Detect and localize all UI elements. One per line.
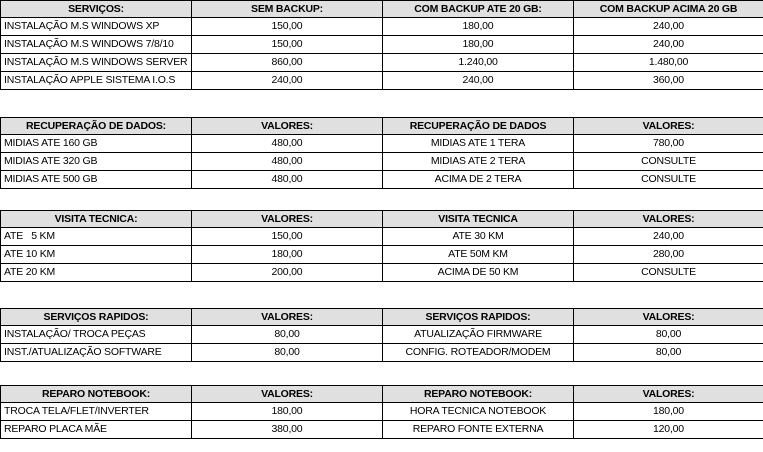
service-name-cell: INSTALAÇÃO M.S WINDOWS SERVER <box>1 54 192 72</box>
table-header-row <box>1 386 763 403</box>
service-name-cell: HORA TECNICA NOTEBOOK <box>383 403 574 421</box>
services-table <box>0 0 763 90</box>
service-name-cell: TROCA TELA/FLET/INVERTER <box>1 403 192 421</box>
header-cell: VALORES: <box>192 118 383 135</box>
service-name-cell: MIDIAS ATE 500 GB <box>1 171 192 189</box>
service-name-cell: MIDIAS ATE 1 TERA <box>383 135 574 153</box>
header-cell: VISITA TECNICA <box>383 211 574 228</box>
table-row <box>1 403 763 421</box>
price-cell: 80,00 <box>192 326 383 344</box>
header-cell: VALORES: <box>574 309 763 326</box>
header-cell: VALORES: <box>192 211 383 228</box>
service-name-cell: INSTALAÇÃO M.S WINDOWS XP <box>1 18 192 36</box>
service-name-cell: ACIMA DE 2 TERA <box>383 171 574 189</box>
service-name-cell: MIDIAS ATE 160 GB <box>1 135 192 153</box>
price-cell: 360,00 <box>574 72 763 90</box>
technical-visit-table <box>0 210 763 282</box>
header-cell: VALORES: <box>574 386 763 403</box>
table-row <box>1 421 763 439</box>
header-cell: SERVIÇOS: <box>1 1 192 18</box>
table-row <box>1 72 763 90</box>
table-row <box>1 36 763 54</box>
header-cell: SERVIÇOS RAPIDOS: <box>383 309 574 326</box>
price-cell: 780,00 <box>574 135 763 153</box>
price-cell: 1.480,00 <box>574 54 763 72</box>
price-cell: 480,00 <box>192 135 383 153</box>
service-name-cell: REPARO PLACA MÃE <box>1 421 192 439</box>
price-cell: 280,00 <box>574 246 763 264</box>
table-row <box>1 326 763 344</box>
header-cell: VALORES: <box>192 386 383 403</box>
price-cell: 150,00 <box>192 36 383 54</box>
price-cell: 480,00 <box>192 171 383 189</box>
price-cell: 180,00 <box>383 36 574 54</box>
service-name-cell: CONFIG. ROTEADOR/MODEM <box>383 344 574 362</box>
service-name-cell: ATUALIZAÇÃO FIRMWARE <box>383 326 574 344</box>
price-cell: 480,00 <box>192 153 383 171</box>
price-cell: 180,00 <box>574 403 763 421</box>
table-row <box>1 246 763 264</box>
price-cell: 180,00 <box>383 18 574 36</box>
price-cell: 380,00 <box>192 421 383 439</box>
service-name-cell: REPARO FONTE EXTERNA <box>383 421 574 439</box>
table-row <box>1 153 763 171</box>
service-name-cell: ACIMA DE 50 KM <box>383 264 574 282</box>
table-row <box>1 344 763 362</box>
table-header-row <box>1 211 763 228</box>
service-name-cell: ATE 5 KM <box>1 228 192 246</box>
price-cell: 80,00 <box>574 326 763 344</box>
table-row <box>1 54 763 72</box>
table-header-row <box>1 1 763 18</box>
table-row <box>1 18 763 36</box>
price-cell: 1.240,00 <box>383 54 574 72</box>
service-name-cell: MIDIAS ATE 320 GB <box>1 153 192 171</box>
header-cell: SEM BACKUP: <box>192 1 383 18</box>
service-name-cell: INST./ATUALIZAÇÃO SOFTWARE <box>1 344 192 362</box>
price-cell: CONSULTE <box>574 264 763 282</box>
header-cell: VALORES: <box>574 211 763 228</box>
service-name-cell: MIDIAS ATE 2 TERA <box>383 153 574 171</box>
price-cell: 150,00 <box>192 228 383 246</box>
header-cell: SERVIÇOS RAPIDOS: <box>1 309 192 326</box>
price-cell: 240,00 <box>574 36 763 54</box>
price-cell: 200,00 <box>192 264 383 282</box>
table-row <box>1 135 763 153</box>
price-cell: 860,00 <box>192 54 383 72</box>
header-cell: RECUPERAÇÃO DE DADOS: <box>1 118 192 135</box>
header-cell: VISITA TECNICA: <box>1 211 192 228</box>
price-cell: CONSULTE <box>574 171 763 189</box>
table-header-row <box>1 118 763 135</box>
header-cell: REPARO NOTEBOOK: <box>383 386 574 403</box>
price-cell: 150,00 <box>192 18 383 36</box>
service-name-cell: ATE 10 KM <box>1 246 192 264</box>
header-cell: REPARO NOTEBOOK: <box>1 386 192 403</box>
header-cell: VALORES: <box>574 118 763 135</box>
quick-services-table <box>0 308 763 362</box>
price-cell: 240,00 <box>574 228 763 246</box>
table-row <box>1 264 763 282</box>
price-cell: 80,00 <box>192 344 383 362</box>
price-cell: 240,00 <box>383 72 574 90</box>
service-name-cell: INSTALAÇÃO M.S WINDOWS 7/8/10 <box>1 36 192 54</box>
data-recovery-table <box>0 117 763 189</box>
table-row <box>1 171 763 189</box>
service-name-cell: ATE 30 KM <box>383 228 574 246</box>
table-header-row <box>1 309 763 326</box>
table-row <box>1 228 763 246</box>
service-name-cell: INSTALAÇÃO APPLE SISTEMA I.O.S <box>1 72 192 90</box>
header-cell: COM BACKUP ACIMA 20 GB <box>574 1 763 18</box>
service-name-cell: ATE 20 KM <box>1 264 192 282</box>
price-cell: 240,00 <box>574 18 763 36</box>
header-cell: RECUPERAÇÃO DE DADOS <box>383 118 574 135</box>
service-name-cell: INSTALAÇÃO/ TROCA PEÇAS <box>1 326 192 344</box>
price-cell: 240,00 <box>192 72 383 90</box>
price-cell: 80,00 <box>574 344 763 362</box>
price-cell: 180,00 <box>192 246 383 264</box>
price-cell: CONSULTE <box>574 153 763 171</box>
price-cell: 120,00 <box>574 421 763 439</box>
header-cell: VALORES: <box>192 309 383 326</box>
notebook-repair-table <box>0 385 763 439</box>
price-cell: 180,00 <box>192 403 383 421</box>
header-cell: COM BACKUP ATE 20 GB: <box>383 1 574 18</box>
service-name-cell: ATE 50M KM <box>383 246 574 264</box>
